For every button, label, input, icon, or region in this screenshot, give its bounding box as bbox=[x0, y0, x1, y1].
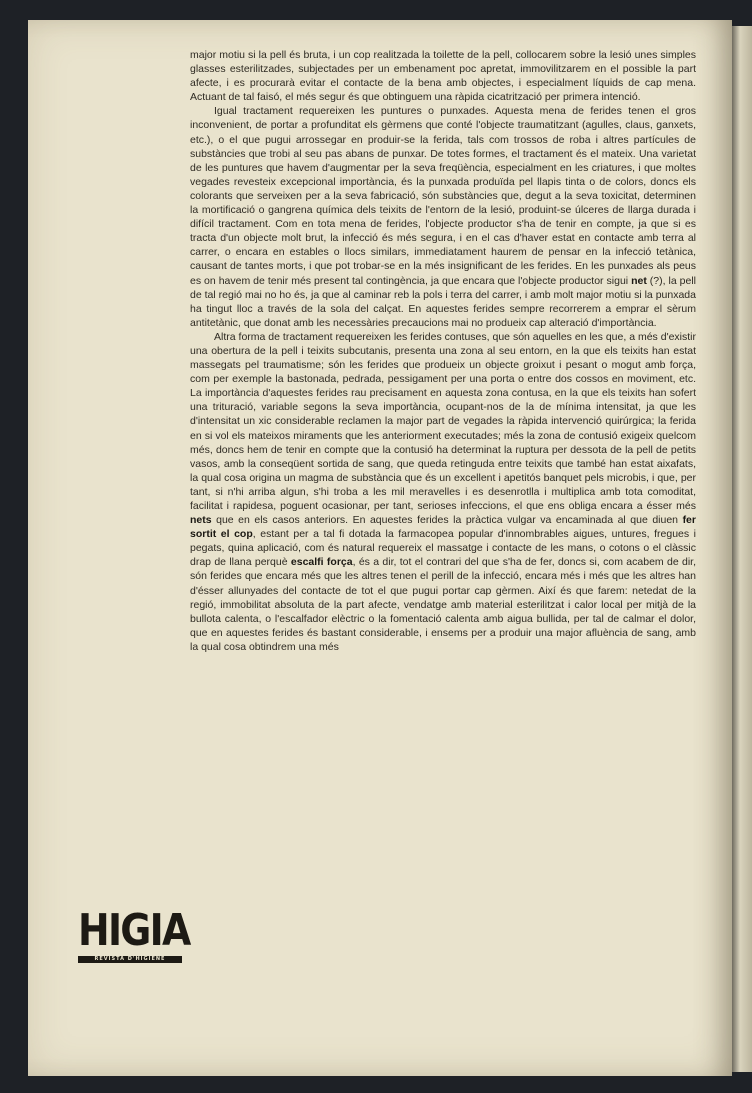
paragraph-1: major motiu si la pell és bruta, i un cop realitzada la toilette de la pell, collocarem sobre la lesió unes simples glasses esterilitzades, subjectades per un embenament poc apretat, immovilitzarem en el possible la part afecte, i es procurarà evitar el contacte de la bena amb objectes, i especialment líquids de cap mena. Actuant de tal faisó, el més segur és que obtinguem una ràpida cicatrització per primera intenció. bbox=[190, 49, 696, 104]
article-body bbox=[190, 48, 696, 654]
higia-logo bbox=[78, 905, 190, 963]
paragraph-2: Igual tractament requereixen les puntures o punxades. Aquesta mena de ferides tenen el gros inconvenient, de portar a profunditat els gèrmens que conté l'objecte traumatitzant (agulles, claus, ganxets, etc.), o el que pugui arrossegar en produir-se la ferida, tals com trossos de roba i altres partícules de substàncies que trobi al seu pas abans de punxar. De totes formes, el tractament és el mateix. Una varietat de les puntures que havem d'augmentar per la seva freqüència, especialment en les criatures, i que moltes vegades revesteix excepcional importància, és la punxada produïda pel llapis tinta o de colors, doncs els colorants que serveixen per a la seva fabricació, són substàncies que, degut a la seva toxicitat, determinen la mortificació o gangrena química dels teixits de l'entorn de la lesió, produint-se úlceres de llarga durada i difícil tractament. Com en tota mena de ferides, l'objecte productor s'ha de tenir en compte, ja que si es tracta d'un objecte molt brut, la infecció és més segura, i en el cas d'haver estat en contacte amb terra al carrer, o encara en estables o llocs similars, immediatament haurem de pensar en la infecció tetànica, causant de tantes morts, i que pot trobar-se en la més insignificant de les ferides. En les punxades als peus es on havem de tenir més present tal contingència, ja que encara que l'objecte productor sigui net (?), la pell de tal regió mai no ho és, ja que al caminar reb la pols i terra del carrer, i amb molt major motiu si la punxada ha tingut lloc a través de la sola del calçat. En aquestes ferides sempre recorrerem a emprar el sèrum antitetànic, que donat amb les necessàries precaucions mai no produeix cap alteració d'importància. bbox=[190, 105, 696, 329]
logo-mark: HIGIA bbox=[78, 905, 190, 956]
logo-subtitle: REVISTA D'HIGIENE bbox=[78, 956, 182, 963]
scanned-page bbox=[28, 20, 732, 1076]
emphasis-fer-sortit: fer sortit el cop bbox=[190, 514, 696, 541]
paragraph-3: Altra forma de tractament requereixen les ferides contuses, que són aquelles en les que, a més d'existir una obertura de la pell i teixits subcutanis, presenta una zona al seu entorn, en la que els teixits han estat massegats pel traumatisme; són les ferides que produeix un objecte groixut i pesant o mogut amb força, com per exemple la bastonada, pedrada, pessigament per una porta o entre dos cossos en moviment, etc. La importància d'aquestes ferides rau precisament en aquesta zona contusa, en la que els teixits han sofert una trituració, variable segons la seva importància, ocupant-nos de la de mínima intensitat, ja que les d'intensitat un xic considerable reclamen la major part de vegades la ràpida intervenció quirúrgica; la ferida en si vol els mateixos miraments que les anteriorment executades; més la zona de contusió exigeix quelcom més, doncs hem de tenir en compte que la contusió ha determinat la ruptura per dessota de la pell de petits vasos, amb la conseqüent sortida de sang, que queda retinguda entre teixits que també han estat aixafats, la qual cosa origina un magma de substància que és un excellent i apetitós banquet pels microbis, i que, per tant, si n'hi arriba algun, s'hi troba a les mil meravelles i es desenrotlla i multiplica amb tota comoditat, facilitat i rapidesa, poguent ocasionar, per tant, serioses infeccions, el que ens obliga encara a ésser més nets que en els casos anteriors. En aquestes ferides la pràctica vulgar va encaminada al que diuen fer sortit el cop, estant per a tal fi dotada la farmacopea popular d'innombrables aigues, untures, fregues i pegats, quina aplicació, com és natural requereix el massatge i contacte de les mans, o cotons o el clàssic drap de llana perquè escalfi força, és a dir, tot el contrari del que s'ha de fer, doncs si, com acabem de dir, són ferides que encara més que les altres tenen el perill de la infecció, encara més i més que les altres han d'ésser allunyades del contacte de tot el que pugui portar cap gèrmen. Així és que farem: netedat de la regió, immobilitat absoluta de la part afecte, vendatge amb material esterilitzat i calor local per mitjà de la bullota calenta, o l'escalfador elèctric o la fomentació calenta amb aigua bullida, per tal de calmar el dolor, que en aquestes ferides és bastant considerable, i ensems per a produir una major afluència de sang, amb la qual cosa obtindrem una més bbox=[190, 330, 697, 653]
emphasis-escalfi: escalfi força bbox=[290, 556, 353, 569]
page-edge bbox=[732, 26, 752, 1072]
emphasis-net: net bbox=[631, 274, 647, 287]
emphasis-nets: nets bbox=[190, 514, 212, 527]
